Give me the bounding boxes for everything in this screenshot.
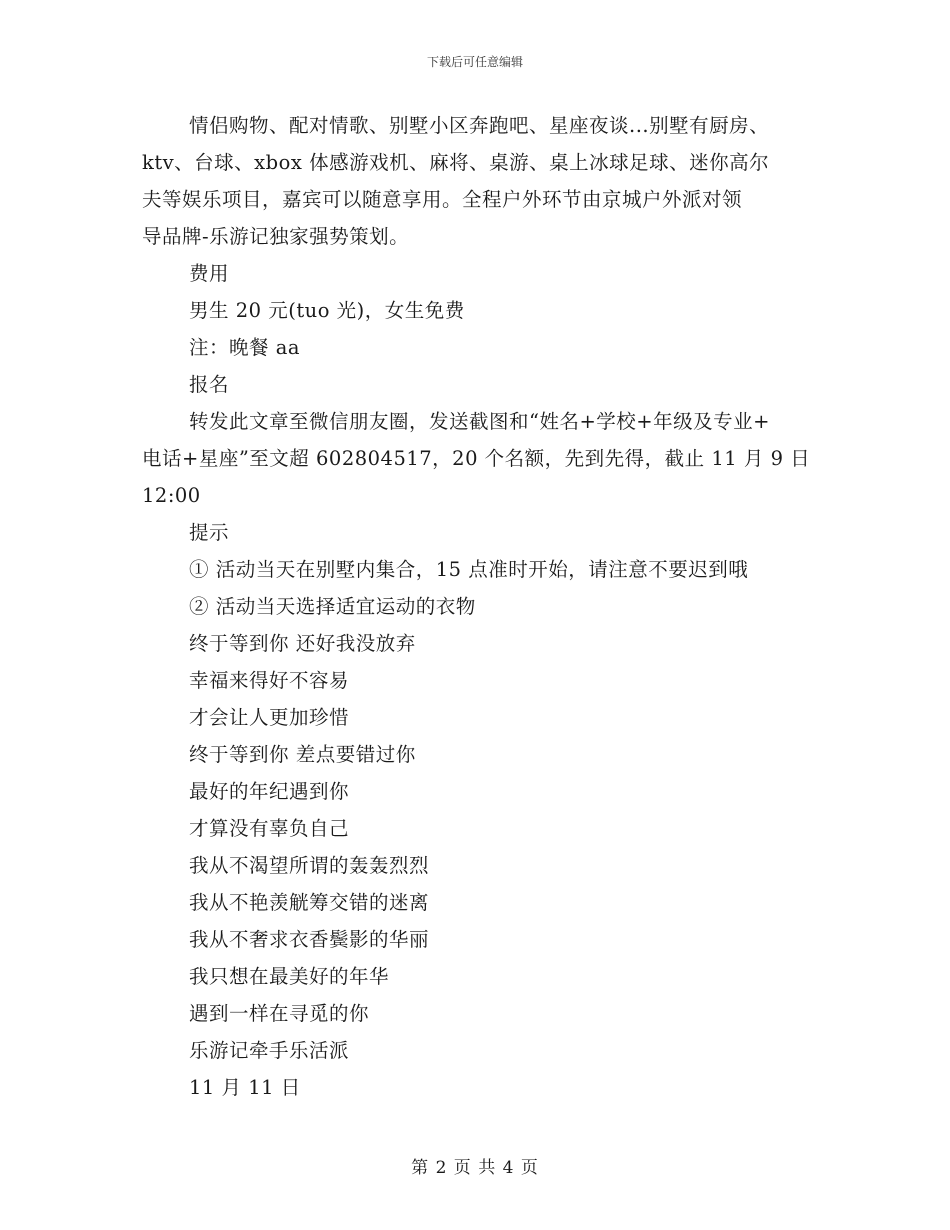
paragraph-line: 注：晚餐 aa xyxy=(189,336,300,359)
paragraph-line: 夫等娱乐项目，嘉宾可以随意享用。全程户外环节由京城户外派对领 xyxy=(142,188,743,211)
poem-line: 我从不渴望所谓的轰轰烈烈 xyxy=(189,854,430,877)
poem-line: 我从不艳羡觥筹交错的迷离 xyxy=(189,891,430,914)
poem-line: 遇到一样在寻觅的你 xyxy=(189,1002,370,1025)
paragraph-line: ktv、台球、xbox 体感游戏机、麻将、桌游、桌上冰球足球、迷你高尔 xyxy=(142,151,770,174)
poem-line: 乐游记牵手乐活派 xyxy=(189,1039,350,1062)
date-line: 11 月 11 日 xyxy=(189,1076,301,1099)
paragraph-line: 电话+星座”至文超 602804517，20 个名额，先到先得，截止 11 月 9 日 xyxy=(142,447,811,470)
paragraph-line: 导品牌-乐游记独家强势策划。 xyxy=(142,225,410,248)
paragraph-line: 男生 20 元(tuo 光)，女生免费 xyxy=(189,299,465,322)
tip-item: ① 活动当天在别墅内集合，15 点准时开始，请注意不要迟到哦 xyxy=(189,558,749,581)
poem-line: 最好的年纪遇到你 xyxy=(189,780,350,803)
section-heading-tips: 提示 xyxy=(189,521,230,544)
paragraph-line: 12:00 xyxy=(142,484,201,507)
poem-line: 终于等到你 差点要错过你 xyxy=(189,743,416,766)
document-body xyxy=(142,107,822,1106)
paragraph-line: 情侣购物、配对情歌、别墅小区奔跑吧、星座夜谈...别墅有厨房、 xyxy=(189,114,770,137)
tip-item: ② 活动当天选择适宜运动的衣物 xyxy=(189,595,476,618)
poem-line: 我只想在最美好的年华 xyxy=(189,965,390,988)
poem-line: 才算没有辜负自己 xyxy=(189,817,350,840)
page-footer: 第 2 页 共 4 页 xyxy=(411,1158,539,1178)
section-heading-signup: 报名 xyxy=(189,373,230,396)
poem-line: 我从不奢求衣香鬓影的华丽 xyxy=(189,928,430,951)
poem-line: 才会让人更加珍惜 xyxy=(189,706,350,729)
poem-line: 终于等到你 还好我没放弃 xyxy=(189,632,416,655)
section-heading-fee: 费用 xyxy=(189,262,230,285)
poem-line: 幸福来得好不容易 xyxy=(189,669,350,692)
paragraph-line: 转发此文章至微信朋友圈，发送截图和“姓名+学校+年级及专业+ xyxy=(189,410,770,433)
page-header: 下载后可任意编辑 xyxy=(426,55,523,69)
